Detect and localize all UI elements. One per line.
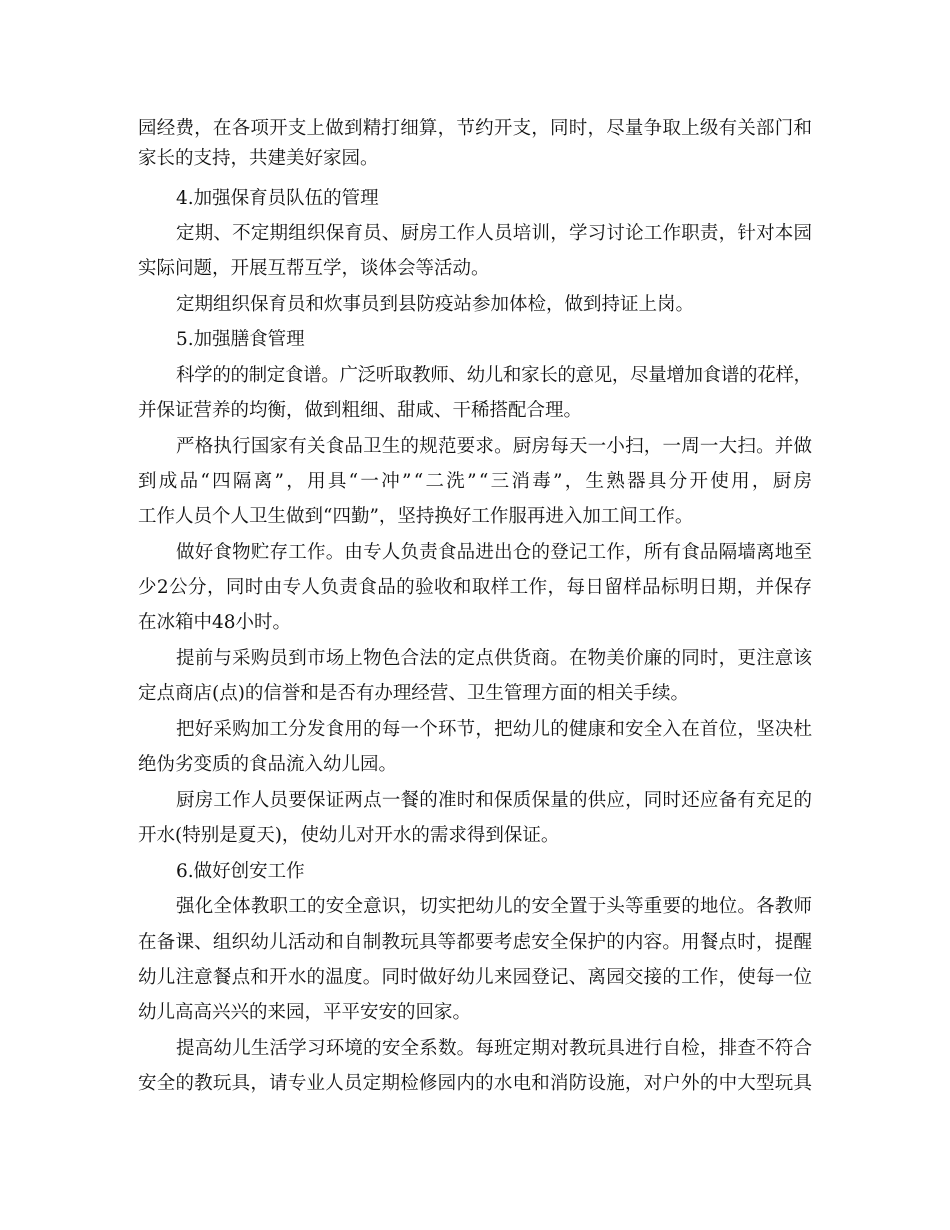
text-line: 把好采购加工分发食用的每一个环节，把幼儿的健康和安全入在首位，坚决杜 <box>176 719 813 740</box>
text-line: 提高幼儿生活学习环境的安全系数。每班定期对教玩具进行自检，排查不符合 <box>176 1038 813 1059</box>
text-line: 定期组织保育员和炊事员到县防疫站参加体检，做到持证上岗。 <box>176 294 695 315</box>
text-line: 开水(特别是夏天)，使幼儿对开水的需求得到保证。 <box>138 825 560 846</box>
text-line: 厨房工作人员要保证两点一餐的准时和保质保量的供应，同时还应备有充足的 <box>176 790 813 811</box>
text-line: 在冰箱中48小时。 <box>138 612 292 633</box>
text-line: 做好食物贮存工作。由专人负责食品进出仓的登记工作，所有食品隔墙离地至 <box>176 542 813 563</box>
section-heading: 6.做好创安工作 <box>176 861 305 882</box>
text-line: 少2公分，同时由专人负责食品的验收和取样工作，每日留样品标明日期，并保存 <box>138 577 813 598</box>
text-line: 科学的的制定食谱。广泛听取教师、幼儿和家长的意见，尽量增加食谱的花样， <box>176 365 812 386</box>
section-heading: 5.加强膳食管理 <box>176 329 305 350</box>
section-heading: 4.加强保育员队伍的管理 <box>176 188 379 209</box>
text-line: 安全的教玩具，请专业人员定期检修园内的水电和消防设施，对户外的中大型玩具 <box>138 1073 813 1094</box>
text-line: 幼儿高高兴兴的来园，平平安安的回家。 <box>138 1002 472 1023</box>
text-line: 园经费，在各项开支上做到精打细算，节约开支，同时，尽量争取上级有关部门和 <box>138 118 813 139</box>
text-line: 严格执行国家有关食品卫生的规范要求。厨房每天一小扫，一周一大扫。并做 <box>176 436 813 457</box>
text-line: 幼儿注意餐点和开水的温度。同时做好幼儿来园登记、离园交接的工作，使每一位 <box>138 967 813 988</box>
text-line: 定点商店(点)的信誉和是否有办理经营、卫生管理方面的相关手续。 <box>138 683 689 704</box>
text-line: 提前与采购员到市场上物色合法的定点供货商。在物美价廉的同时，更注意该 <box>176 648 813 669</box>
text-line: 并保证营养的均衡，做到粗细、甜咸、干稀搭配合理。 <box>138 400 583 421</box>
text-line: 绝伪劣变质的食品流入幼儿园。 <box>138 754 398 775</box>
text-line: 强化全体教职工的安全意识，切实把幼儿的安全置于头等重要的地位。各教师 <box>176 896 813 917</box>
text-line: 家长的支持，共建美好家园。 <box>138 148 379 169</box>
text-line: 到成品“四隔离”，用具“一冲”“二洗”“三消毒”，生熟器具分开使用，厨房 <box>138 471 815 492</box>
text-line: 工作人员个人卫生做到“四勤”，坚持换好工作服再进入加工间工作。 <box>138 506 694 527</box>
text-line: 定期、不定期组织保育员、厨房工作人员培训，学习讨论工作职责，针对本园 <box>176 223 813 244</box>
text-line: 在备课、组织幼儿活动和自制教玩具等都要考虑安全保护的内容。用餐点时，提醒 <box>138 932 813 953</box>
text-line: 实际问题，开展互帮互学，谈体会等活动。 <box>138 258 490 279</box>
